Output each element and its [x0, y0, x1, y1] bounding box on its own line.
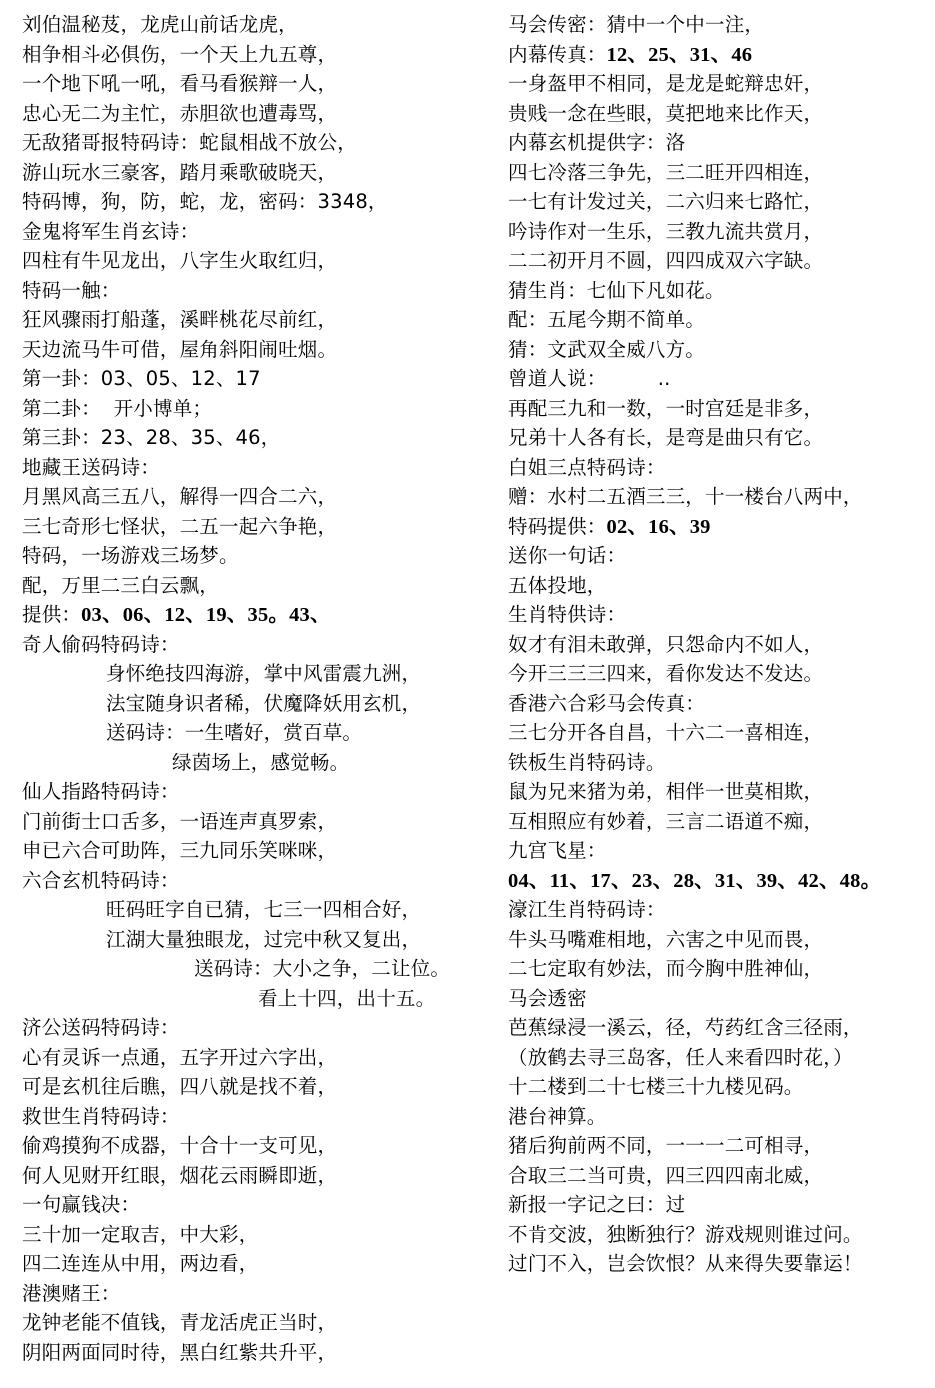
- text-line: 四二连连从中用，两边看，: [22, 1252, 259, 1275]
- text-line: 法宝随身识者稀，伏魔降妖用玄机，: [106, 691, 422, 715]
- text-line: 配：五尾今期不简单。: [508, 308, 706, 331]
- text-line: 六合玄机特码诗：: [22, 868, 180, 892]
- text-line: 地藏王送码诗：: [22, 455, 160, 479]
- text-line: 四柱有牛见龙出，八字生火取红归，: [22, 249, 338, 272]
- text-line: 港台神算。: [508, 1104, 607, 1128]
- text-line: 新报一字记之曰：过: [508, 1193, 686, 1216]
- text-line: 二七定取有妙法，而今胸中胜神仙，: [508, 957, 824, 980]
- text-line: 牛头马嘴难相地，六害之中见而畏，: [508, 927, 824, 951]
- text-line: [22, 600, 492, 630]
- text-line: 第三卦：23、28、35、46，: [22, 426, 281, 449]
- text-line: 内幕玄机提供字：洛: [508, 131, 686, 154]
- text-line: 特码博，狗，防，蛇，龙，密码：3348，: [22, 190, 388, 213]
- text-line: 可是玄机往后瞧，四八就是找不着，: [22, 1075, 338, 1098]
- right-column: [508, 10, 928, 1279]
- text-line: 救世生肖特码诗：: [22, 1104, 180, 1128]
- text-line: 绿茵场上，感觉畅。: [172, 750, 350, 774]
- text-line: 第一卦：03、05、12、17: [22, 367, 261, 390]
- line-label: 内幕传真：: [508, 42, 607, 66]
- text-line: 港澳赌王：: [22, 1281, 121, 1305]
- text-line: 奴才有泪未敢弹，只怨命内不如人，: [508, 632, 824, 656]
- text-line: 阴阳两面同时待，黑白红紫共升平，: [22, 1340, 338, 1364]
- text-line: 鼠为兄来猪为弟，相伴一世莫相欺，: [508, 780, 824, 803]
- text-line: 龙钟老能不值钱，青龙活虎正当时，: [22, 1311, 338, 1334]
- number-list: 02、16、39: [606, 515, 711, 538]
- text-line: 赠：水村二五酒三三，十一楼台八两中，: [508, 485, 863, 508]
- text-line: 香港六合彩马会传真：: [508, 691, 706, 715]
- text-line: 一身盔甲不相同，是龙是蛇辩忠奸，: [508, 72, 824, 95]
- text-line: 济公送码特码诗：: [22, 1016, 180, 1039]
- text-line: 一个地下吼一吼，看马看猴辩一人，: [22, 72, 338, 95]
- line-label: 提供：: [22, 603, 82, 626]
- text-line: 五体投地，: [508, 573, 607, 597]
- text-line: [508, 512, 928, 542]
- text-line: 忠心无二为主忙，赤胆欲也遭毒骂，: [22, 101, 338, 125]
- text-line: 过门不入，岂会饮恨？从来得失要靠运！: [508, 1252, 863, 1275]
- left-column: [22, 10, 492, 1367]
- text-line: 再配三九和一数，一时宫廷是非多，: [508, 396, 824, 420]
- text-line: 无敌猪哥报特码诗：蛇鼠相战不放公，: [22, 131, 357, 154]
- text-line: 旺码旺字自已猜，七三一四相合好，: [106, 898, 422, 921]
- text-line: 互相照应有妙着，三言二语道不痴，: [508, 809, 824, 833]
- line-label: 特码提供：: [508, 514, 607, 538]
- text-line: 身怀绝技四海游，掌中风雷震九洲，: [106, 662, 422, 685]
- text-line: 刘伯温秘芨，龙虎山前话龙虎，: [22, 13, 298, 36]
- text-line: 何人见财开红眼，烟花云雨瞬即逝，: [22, 1163, 338, 1187]
- text-line: 特码，一场游戏三场梦。: [22, 544, 239, 567]
- text-line: 奇人偷码特码诗：: [22, 632, 180, 656]
- text-line: 不肯交波，独断独行？游戏规则谁过问。: [508, 1222, 863, 1246]
- text-line: 马会传密：猜中一个中一注，: [508, 13, 765, 36]
- text-line: 金鬼将军生肖玄诗：: [22, 219, 200, 243]
- text-line: 申已六合可助阵，三九同乐笑咪咪，: [22, 839, 338, 862]
- text-line: 送码诗：一生嗜好，赏百草。: [106, 721, 363, 744]
- text-line: 月黑风高三五八，解得一四合二六，: [22, 485, 338, 508]
- text-line: 猜：文武双全威八方。: [508, 337, 706, 361]
- text-line: 送你一句话：: [508, 544, 627, 567]
- text-line: 猪后狗前两不同，一一一二可相寻，: [508, 1134, 824, 1157]
- text-line: 吟诗作对一生乐，三教九流共赏月，: [508, 219, 824, 243]
- text-line: 狂风骤雨打船蓬，溪畔桃花尽前红，: [22, 308, 338, 331]
- text-line: 偷鸡摸狗不成器，十合十一支可见，: [22, 1134, 338, 1157]
- text-line: 三七分开各自昌，十六二一喜相连，: [508, 721, 824, 744]
- text-line: [508, 866, 928, 896]
- text-line: 一句赢钱决：: [22, 1193, 141, 1216]
- text-line: 四七冷落三争先，三二旺开四相连，: [508, 160, 824, 184]
- text-line: [508, 40, 928, 70]
- text-line: 一七有计发过关，二六归来七路忙，: [508, 190, 824, 213]
- text-line: 三七奇形七怪状，二五一起六争艳，: [22, 514, 338, 538]
- text-line: 芭蕉绿浸一溪云，径，芍药红含三径雨，: [508, 1016, 863, 1039]
- text-line: 马会透密: [508, 986, 587, 1010]
- text-line: 今开三三三四来，看你发达不发达。: [508, 662, 824, 685]
- text-line: 门前街士口舌多，一语连声真罗索，: [22, 809, 338, 833]
- text-line: 心有灵诉一点通，五字开过六字出，: [22, 1045, 338, 1069]
- number-list: 03、06、12、19、35。43、: [81, 604, 331, 626]
- text-line: 送码诗：大小之争，二让位。: [194, 957, 451, 980]
- text-line: 第二卦： 开小博单；: [22, 396, 213, 420]
- text-line: 猜生肖：七仙下凡如花。: [508, 278, 725, 302]
- text-line: 三十加一定取吉，中大彩，: [22, 1222, 259, 1246]
- text-line: 兄弟十人各有长，是弯是曲只有它。: [508, 426, 824, 449]
- text-line: 生肖特供诗：: [508, 603, 627, 626]
- text-line: 配，万里二三白云飘，: [22, 573, 220, 597]
- text-line: 看上十四，出十五。: [258, 986, 436, 1010]
- text-line: 贵贱一念在些眼，莫把地来比作天，: [508, 101, 824, 125]
- text-line: （放鹤去寻三岛客，任人来看四时花，）: [508, 1045, 853, 1069]
- number-list: 12、25、31、46: [606, 43, 753, 66]
- text-line: 特码一触：: [22, 278, 121, 302]
- text-line: 江湖大量独眼龙，过完中秋又复出，: [106, 927, 422, 951]
- text-line: 九宫飞星：: [508, 839, 607, 862]
- number-list: 04、11、17、23、28、31、39、42、48。: [508, 869, 882, 892]
- text-line: 白姐三点特码诗：: [508, 455, 666, 479]
- text-line: 天边流马牛可借，屋角斜阳闹吐烟。: [22, 337, 338, 361]
- text-line: 合取三二当可贵，四三四四南北威，: [508, 1163, 824, 1187]
- text-line: 游山玩水三豪客，踏月乘歌破晓天，: [22, 160, 338, 184]
- text-line: 曾道人说： ..: [508, 367, 671, 390]
- text-line: 铁板生肖特码诗。: [508, 750, 666, 774]
- text-line: 仙人指路特码诗：: [22, 780, 180, 803]
- text-line: 濠江生肖特码诗：: [508, 898, 666, 921]
- text-line: 相争相斗必俱伤，一个天上九五尊，: [22, 42, 338, 66]
- text-line: 十二楼到二十七楼三十九楼见码。: [508, 1075, 804, 1098]
- text-line: 二二初开月不圆，四四成双六字缺。: [508, 249, 824, 272]
